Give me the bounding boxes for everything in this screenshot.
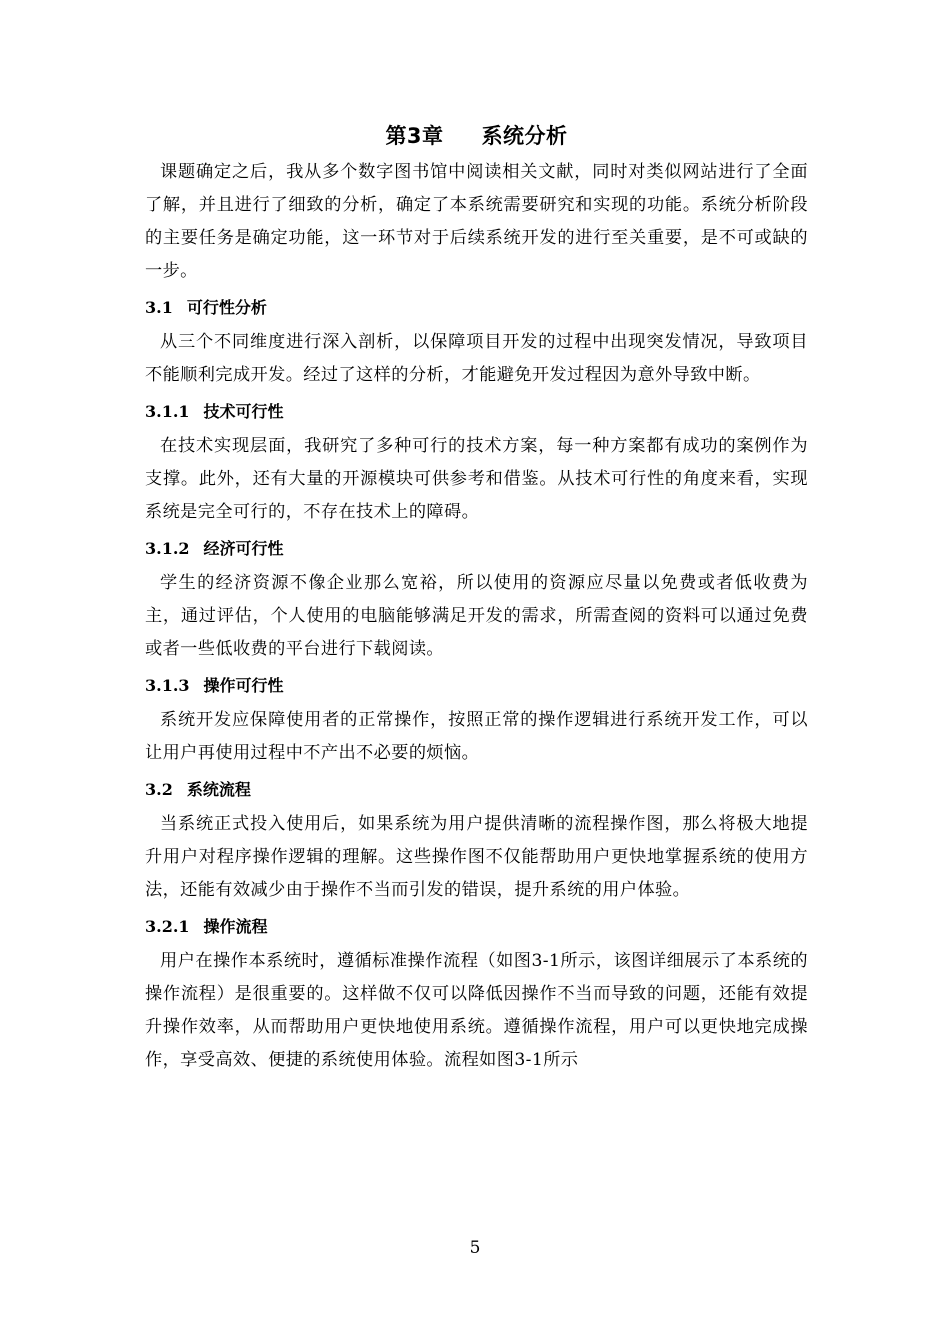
section-heading-3-2-1 [145,910,808,944]
page-content [145,120,808,1077]
section-paragraph-3-2-1: 用户在操作本系统时，遵循标准操作流程（如图3-1所示，该图详细展示了本系统的操作流程）是很重要的。这样做不仅可以降低因操作不当而导致的问题，还能有效提升操作效率，从而帮助用户更快地使用系统。遵循操作流程，用户可以更快地完成操作，享受高效、便捷的系统使用体验。流程如图3-1所示 [145,951,808,1070]
section-title: 经济可行性 [203,539,284,558]
section-title: 技术可行性 [203,402,284,421]
section-number: 3.2 [145,780,173,799]
section-number: 3.1.1 [145,402,190,421]
section-heading-3-1 [145,291,808,325]
chapter-number: 第3章 [385,124,444,148]
section-number: 3.1.2 [145,539,190,558]
section-number: 3.1.3 [145,676,190,695]
section-heading-3-1-3 [145,669,808,703]
section-paragraph-3-1-3: 系统开发应保障使用者的正常操作，按照正常的操作逻辑进行系统开发工作，可以让用户再使用过程中不产出不必要的烦恼。 [145,710,808,763]
section-title: 系统流程 [186,780,251,799]
chapter-name: 系统分析 [481,124,568,148]
section-title: 操作流程 [203,917,268,936]
chapter-title [145,120,808,152]
section-number: 3.1 [145,298,173,317]
section-title: 操作可行性 [203,676,284,695]
section-paragraph-3-1: 从三个不同维度进行深入剖析，以保障项目开发的过程中出现突发情况，导致项目不能顺利完成开发。经过了这样的分析，才能避免开发过程因为意外导致中断。 [145,332,808,385]
page-number: 5 [469,1238,481,1258]
intro-paragraph: 课题确定之后，我从多个数字图书馆中阅读相关文献，同时对类似网站进行了全面了解，并且进行了细致的分析，确定了本系统需要研究和实现的功能。系统分析阶段的主要任务是确定功能，这一环节对于后续系统开发的进行至关重要，是不可或缺的一步。 [145,162,808,281]
section-heading-3-1-1 [145,395,808,429]
section-paragraph-3-1-2: 学生的经济资源不像企业那么宽裕，所以使用的资源应尽量以免费或者低收费为主，通过评估，个人使用的电脑能够满足开发的需求，所需查阅的资料可以通过免费或者一些低收费的平台进行下载阅读。 [145,573,808,659]
section-paragraph-3-1-1: 在技术实现层面，我研究了多种可行的技术方案，每一种方案都有成功的案例作为支撑。此外，还有大量的开源模块可供参考和借鉴。从技术可行性的角度来看，实现系统是完全可行的，不存在技术上的障碍。 [145,436,808,522]
section-heading-3-1-2 [145,532,808,566]
section-heading-3-2 [145,773,808,807]
section-title: 可行性分析 [186,298,267,317]
section-paragraph-3-2: 当系统正式投入使用后，如果系统为用户提供清晰的流程操作图，那么将极大地提升用户对程序操作逻辑的理解。这些操作图不仅能帮助用户更快地掌握系统的使用方法，还能有效减少由于操作不当而引发的错误，提升系统的用户体验。 [145,814,808,900]
section-number: 3.2.1 [145,917,190,936]
